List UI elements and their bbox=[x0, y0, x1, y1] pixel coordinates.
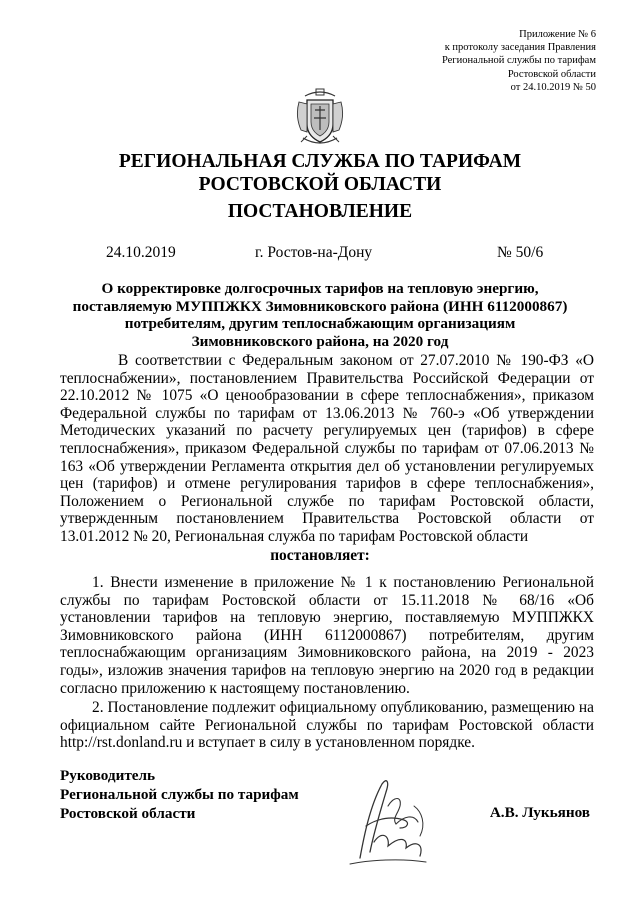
appendix-line: от 24.10.2019 № 50 bbox=[510, 81, 596, 93]
signer-title bbox=[60, 766, 299, 823]
appendix-note bbox=[442, 28, 596, 94]
signer-title-line: Региональной службы по тарифам bbox=[60, 786, 299, 803]
signer-title-line: Руководитель bbox=[60, 767, 156, 784]
subject-line: поставляемую МУППЖКХ Зимовниковского района (ИНН 6112000867) bbox=[72, 297, 568, 315]
document-city: г. Ростов-на-Дону bbox=[255, 244, 373, 261]
signer-name: А.В. Лукьянов bbox=[489, 804, 590, 821]
subject-line: потребителям, другим теплоснабжающим организациям bbox=[124, 315, 516, 333]
coat-of-arms-icon bbox=[295, 86, 345, 148]
appendix-line: Приложение № 6 bbox=[519, 29, 596, 40]
document-number: № 50/6 bbox=[497, 244, 544, 261]
document-date: 24.10.2019 bbox=[106, 244, 176, 261]
appendix-line: к протоколу заседания Правления bbox=[444, 42, 596, 54]
document-subject bbox=[60, 280, 580, 350]
resolves-heading: постановляет: bbox=[270, 547, 370, 564]
signer-title-line: Ростовской области bbox=[60, 805, 196, 822]
organization-title-line: РОСТОВСКОЙ ОБЛАСТИ bbox=[198, 174, 442, 195]
subject-line: О корректировке долгосрочных тарифов на тепловую энергию, bbox=[101, 280, 539, 297]
appendix-line: Региональной службы по тарифам bbox=[441, 55, 596, 67]
resolution-item-2: 2. Постановление подлежит официальному опубликованию, размещению на официальном сайте Региональной службы по тарифам Ростовской области http://rst.donland.ru и вступает в силу в установленном порядке. bbox=[60, 699, 594, 752]
appendix-line: Ростовской области bbox=[507, 68, 596, 80]
document-type: ПОСТАНОВЛЕНИЕ bbox=[227, 201, 413, 222]
basis-paragraph: В соответствии с Федеральным законом от 27.07.2010 № 190-ФЗ «О теплоснабжении», постановлением Правительства Российской Федерации от 22.10.2012 № 1075 «О ценообразовании в сфере теплоснабжения», приказом Федеральной службы по тарифам от 13.06.2013 № 760-э «Об утверждении Методических указаний по расчету регулируемых цен (тарифов) в сфере теплоснабжения», приказом Федеральной службы по тарифам от 07.06.2013 № 163 «Об утверждении Регламента открытия дел об установлении регулируемых цен (тарифов) и отмене регулирования тарифов в сфере теплоснабжения», Положением о Региональной службе по тарифам Ростовской области, утвержденным постановлением Правительства Ростовской области от 13.01.2012 № 20, Региональная служба по тарифам Ростовской области bbox=[60, 352, 594, 545]
organization-title bbox=[0, 150, 640, 196]
resolution-item-1: 1. Внести изменение в приложение № 1 к постановлению Региональной службы по тарифам Ростовской области от 15.11.2018 № 68/16 «Об установлении тарифов на тепловую энергию, поставляемую МУППЖКХ Зимовниковского района (ИНН 6112000867) потребителям, другим теплоснабжающим организациям Зимовниковского района, на 2019 - 2023 годы», изложив значения тарифов на тепловую энергию на 2020 год в редакции согласно приложению к настоящему постановлению. bbox=[60, 574, 594, 697]
subject-line: Зимовниковского района, на 2020 год bbox=[191, 332, 449, 350]
handwritten-signature bbox=[330, 766, 440, 876]
organization-title-line: РЕГИОНАЛЬНАЯ СЛУЖБА ПО ТАРИФАМ bbox=[118, 151, 522, 172]
